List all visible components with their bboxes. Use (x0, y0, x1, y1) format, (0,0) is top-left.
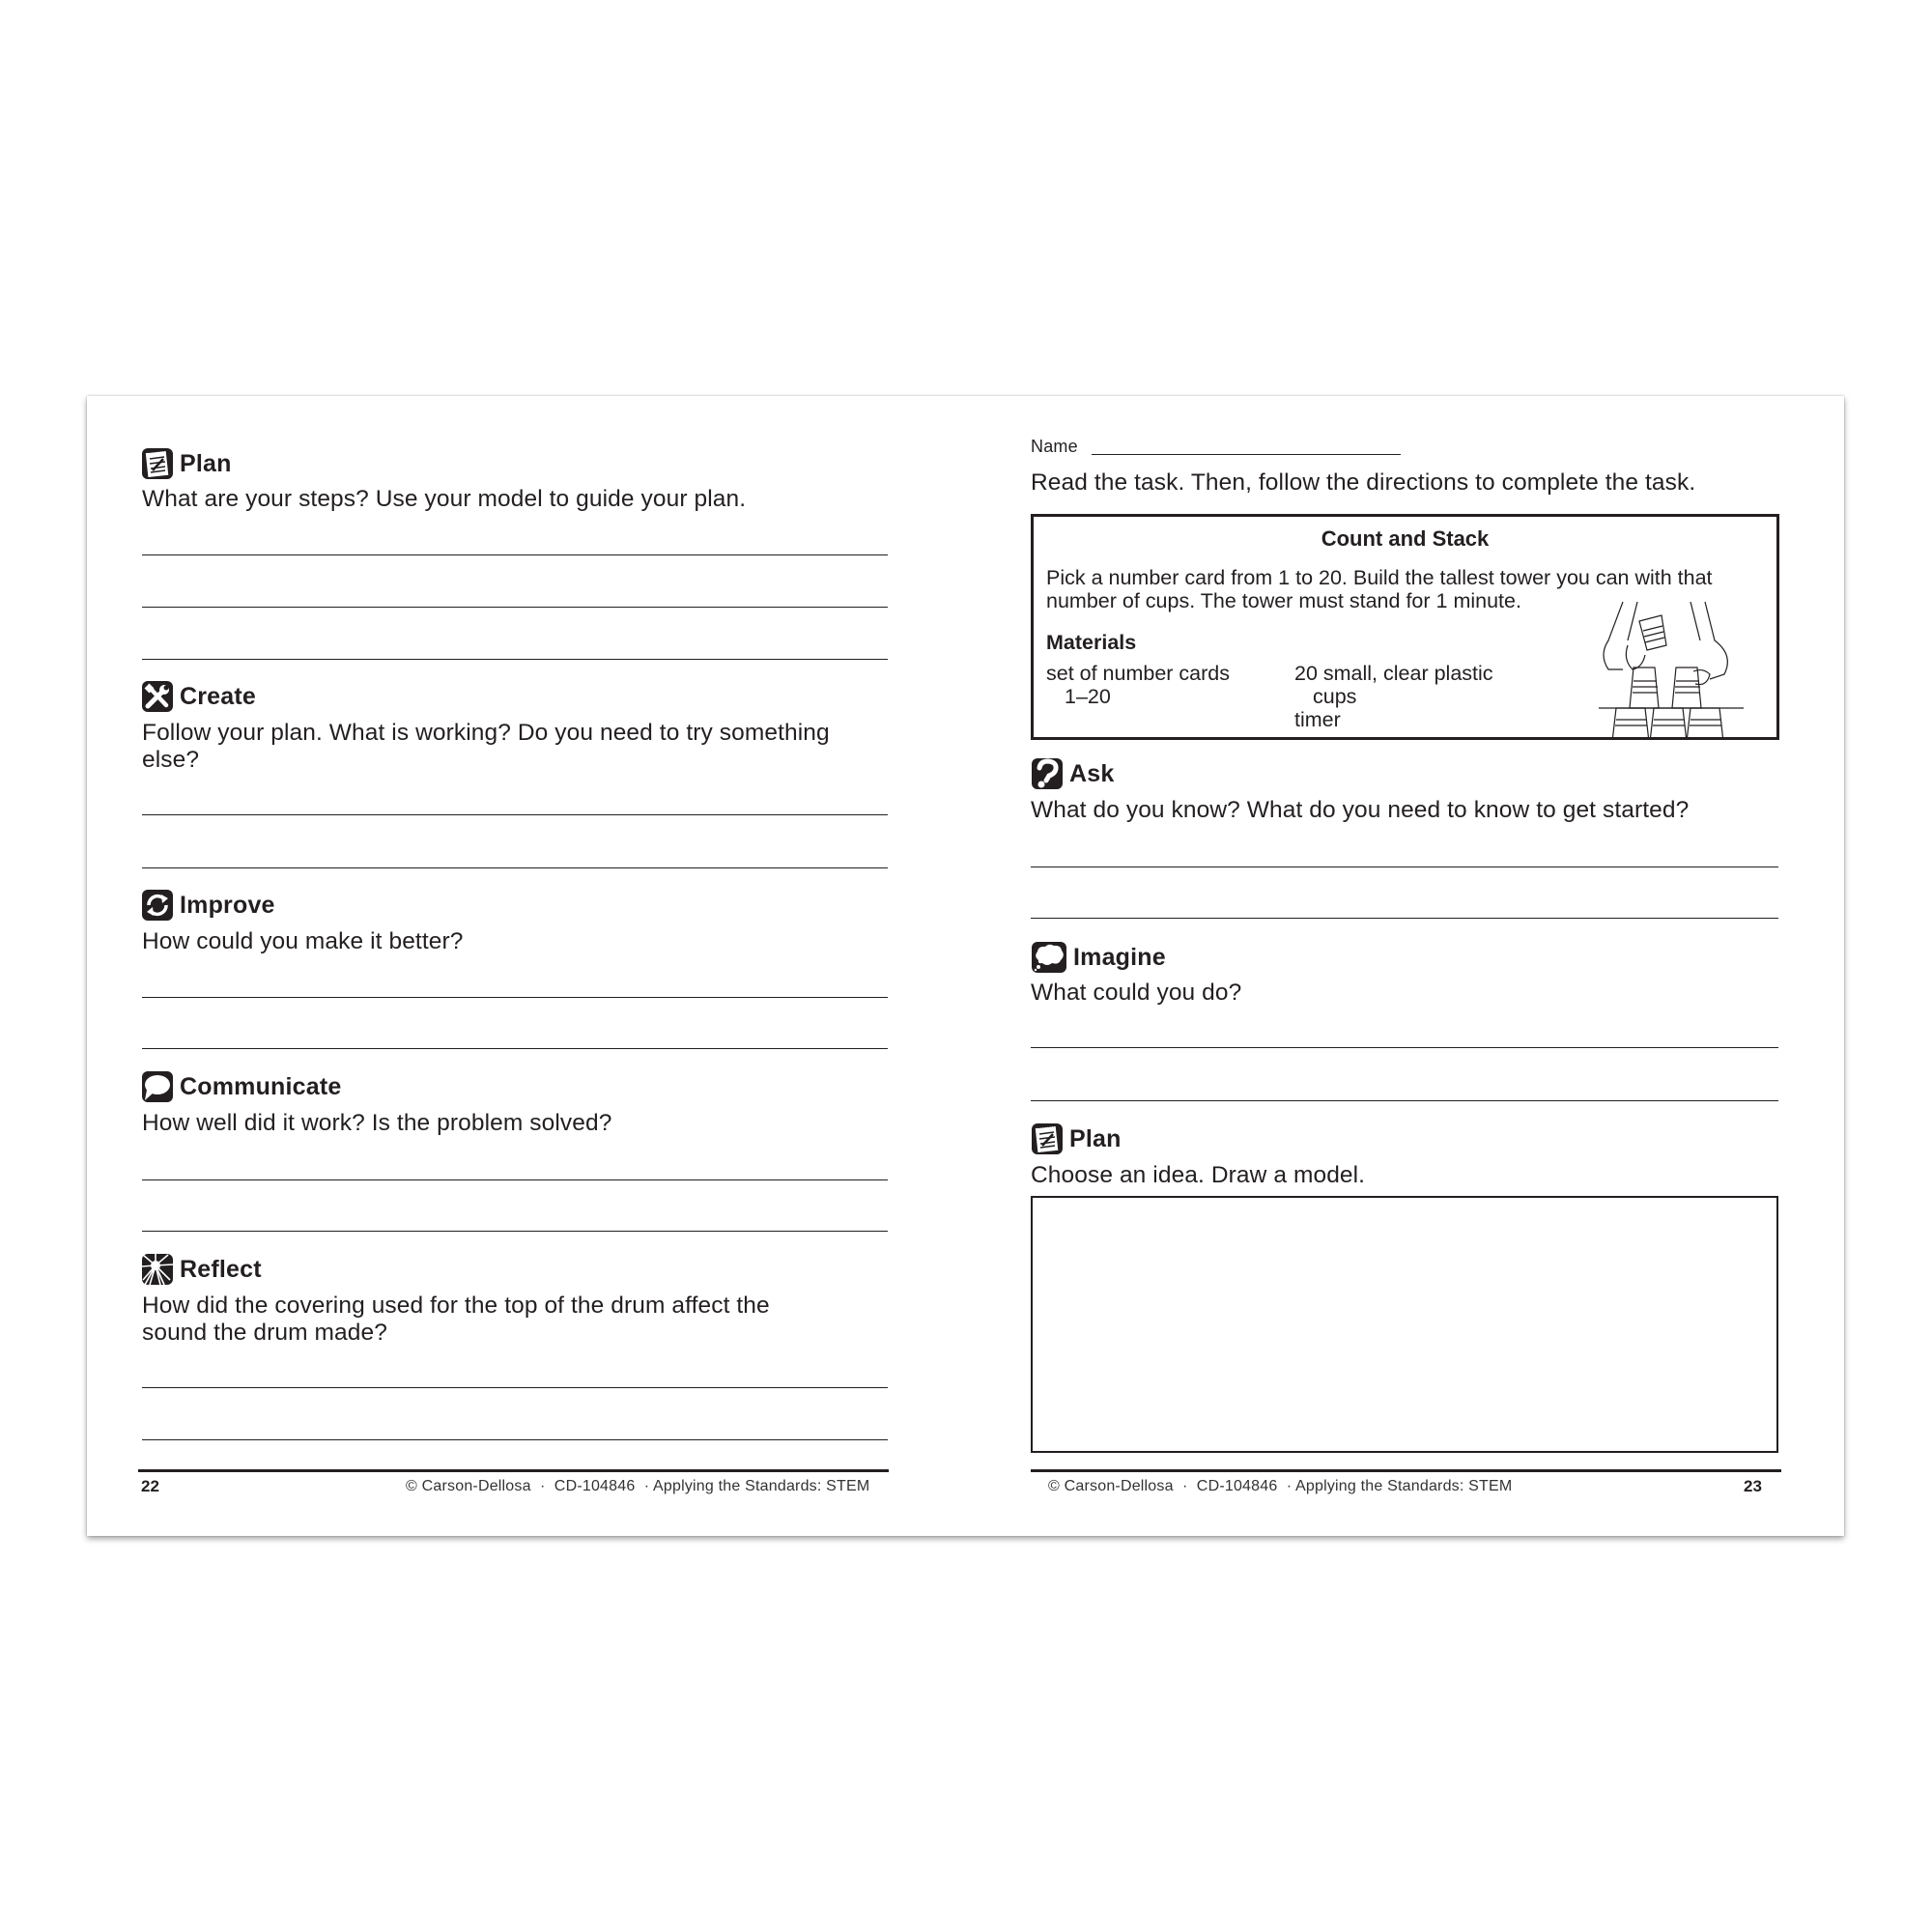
tools-icon (141, 680, 174, 713)
section-heading-plan (1031, 1122, 1122, 1155)
section-heading-communicate (141, 1070, 342, 1103)
section-prompt: What do you know? What do you need to know to get started? (1031, 797, 1690, 823)
page-number: 23 (1744, 1477, 1762, 1495)
name-label: Name (1031, 437, 1078, 456)
section-prompt: How well did it work? Is the problem solved? (142, 1110, 612, 1136)
page-number: 22 (141, 1477, 159, 1495)
material-item: 1–20 (1065, 685, 1111, 708)
section-heading-reflect (141, 1253, 262, 1286)
footer-rule (1031, 1469, 1781, 1472)
section-heading-create (141, 680, 256, 713)
section-prompt: Choose an idea. Draw a model. (1031, 1162, 1366, 1188)
answer-line[interactable] (142, 867, 888, 868)
answer-line[interactable] (1031, 1047, 1778, 1048)
section-title: Plan (180, 449, 232, 477)
material-item: 20 small, clear plastic (1294, 662, 1493, 685)
answer-line[interactable] (142, 1439, 888, 1440)
section-heading-ask (1031, 757, 1114, 790)
answer-line[interactable] (142, 659, 888, 660)
section-title: Plan (1069, 1124, 1122, 1152)
task-description: Pick a number card from 1 to 20. Build the tallest tower you can with that (1046, 566, 1713, 589)
section-prompt: Follow your plan. What is working? Do you need to try something (142, 720, 830, 746)
section-heading-plan (141, 447, 232, 480)
question-mark-icon (1031, 757, 1064, 790)
materials-label: Materials (1046, 631, 1137, 654)
section-title: Imagine (1073, 943, 1166, 971)
answer-line[interactable] (1031, 918, 1778, 919)
starburst-icon (141, 1253, 174, 1286)
material-item: set of number cards (1046, 662, 1231, 685)
footer-copyright: © Carson-Dellosa · CD-104846 · Applying the Standards: STEM (406, 1478, 870, 1494)
answer-line[interactable] (1031, 1100, 1778, 1101)
notepad-icon (1031, 1122, 1064, 1155)
hands-stacking-cups-illustration (1599, 602, 1744, 737)
answer-line[interactable] (142, 1231, 888, 1232)
material-item: cups (1313, 685, 1357, 708)
section-heading-imagine (1031, 941, 1166, 974)
answer-line[interactable] (142, 1048, 888, 1049)
section-heading-improve (141, 889, 275, 922)
answer-line[interactable] (142, 1179, 888, 1180)
section-title: Reflect (180, 1255, 262, 1283)
cycle-arrows-icon (141, 889, 174, 922)
answer-line[interactable] (142, 814, 888, 815)
answer-line[interactable] (142, 607, 888, 608)
task-title: Count and Stack (1321, 526, 1490, 551)
section-prompt: What could you do? (1031, 980, 1242, 1006)
section-title: Improve (180, 891, 275, 919)
section-prompt: What are your steps? Use your model to guide your plan. (142, 486, 747, 512)
instructions: Read the task. Then, follow the directions to complete the task. (1031, 469, 1696, 496)
drawing-box[interactable] (1031, 1196, 1778, 1453)
footer-copyright: © Carson-Dellosa · CD-104846 · Applying the Standards: STEM (1048, 1478, 1513, 1494)
answer-line[interactable] (142, 997, 888, 998)
speech-bubble-icon (141, 1070, 174, 1103)
section-prompt: How did the covering used for the top of the drum affect the (142, 1293, 770, 1319)
section-prompt: sound the drum made? (142, 1320, 387, 1346)
section-prompt: How could you make it better? (142, 928, 464, 954)
footer-rule (138, 1469, 889, 1472)
section-prompt: else? (142, 747, 200, 773)
answer-line[interactable] (142, 554, 888, 555)
section-title: Create (180, 682, 257, 710)
section-title: Ask (1069, 759, 1115, 787)
section-title: Communicate (180, 1072, 342, 1100)
task-description: number of cups. The tower must stand for 1 minute. (1046, 589, 1521, 612)
name-field[interactable] (1092, 454, 1401, 455)
thought-cloud-icon (1031, 941, 1067, 974)
task-box (1031, 514, 1779, 740)
notepad-icon (141, 447, 174, 480)
material-item: timer (1294, 708, 1341, 731)
answer-line[interactable] (142, 1387, 888, 1388)
